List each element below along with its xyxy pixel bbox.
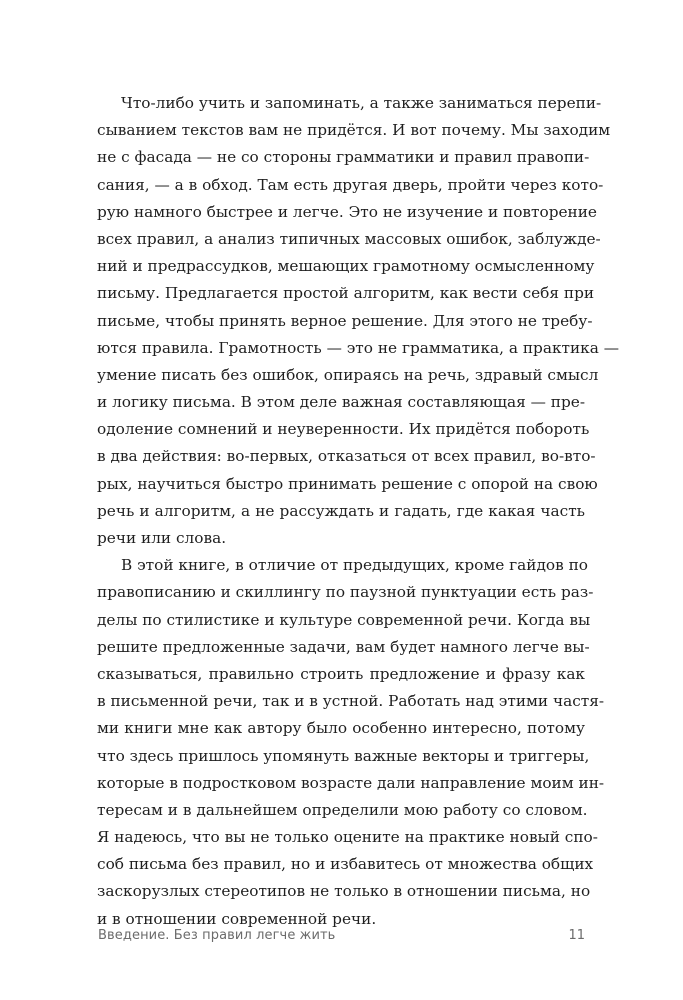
body-text: [97, 90, 619, 933]
text-line: Что-либо учить и запоминать, а также заниматься перепи-: [121, 94, 602, 112]
text-line: заскорузлых стереотипов не только в отношении письма, но: [97, 882, 591, 901]
text-line: соб письма без правил, но и избавитесь от множества общих: [97, 855, 594, 874]
text-line: которые в подростковом возрасте дали направление моим ин-: [97, 773, 605, 792]
page-footer: [98, 928, 585, 948]
text-line: письме, чтобы принять верное решение. Для этого не требу-: [97, 311, 593, 330]
text-line: и в отношении современной речи.: [97, 909, 377, 928]
page-number: 11: [568, 928, 585, 943]
text-line: в письменной речи, так и в устной. Работать над этими частя-: [97, 692, 605, 711]
text-line: ются правила. Грамотность — это не грамматика, а практика —: [97, 338, 619, 357]
paragraph-1: [97, 90, 619, 552]
text-line: в два действия: во-первых, отказаться от всех правил, во-вто-: [97, 447, 596, 466]
text-line: ми книги мне как автору было особенно интересно, потому: [97, 719, 585, 738]
text-line: рых, научиться быстро принимать решение с опорой на свою: [97, 474, 598, 493]
text-line: и логику письма. В этом деле важная составляющая — пре-: [97, 393, 585, 412]
text-line: сания, — а в обход. Там есть другая дверь, пройти через кото-: [97, 175, 604, 194]
text-line: сыванием текстов вам не придётся. И вот почему. Мы заходим: [97, 121, 611, 140]
text-line: речи или слова.: [97, 529, 227, 547]
text-line: рую намного быстрее и легче. Это не изучение и повторение: [97, 202, 597, 221]
paragraph-2: [97, 552, 605, 933]
text-line: тересам и в дальнейшем определили мою работу со словом.: [97, 800, 588, 819]
text-line: В этой книге, в отличие от предыдущих, кроме гайдов по: [121, 556, 588, 575]
text-line: ний и предрассудков, мешающих грамотному осмысленному: [97, 257, 595, 276]
text-line: правописанию и скиллингу по паузной пунктуации есть раз-: [97, 583, 594, 602]
text-line: умение писать без ошибок, опираясь на речь, здравый смысл: [97, 365, 599, 384]
text-line: письму. Предлагается простой алгоритм, как вести себя при: [97, 284, 595, 303]
text-line: что здесь пришлось упомянуть важные векторы и триггеры,: [97, 746, 590, 765]
running-title: Введение. Без правил легче жить: [98, 928, 336, 943]
text-line: Я надеюсь, что вы не только оцените на практике новый спо-: [97, 828, 598, 847]
text-line: не с фасада — не со стороны грамматики и правил правопи-: [97, 148, 590, 167]
text-line: сказываться, правильно строить предложение и фразу как: [97, 664, 585, 683]
text-line: речь и алгоритм, а не рассуждать и гадать, где какая часть: [97, 501, 585, 520]
text-line: всех правил, а анализ типичных массовых ошибок, заблужде-: [97, 229, 601, 248]
text-line: делы по стилистике и культуре современной речи. Когда вы: [97, 610, 591, 629]
text-line: одоление сомнений и неуверенности. Их придётся побороть: [97, 420, 590, 439]
text-line: решите предложенные задачи, вам будет намного легче вы-: [97, 637, 590, 656]
